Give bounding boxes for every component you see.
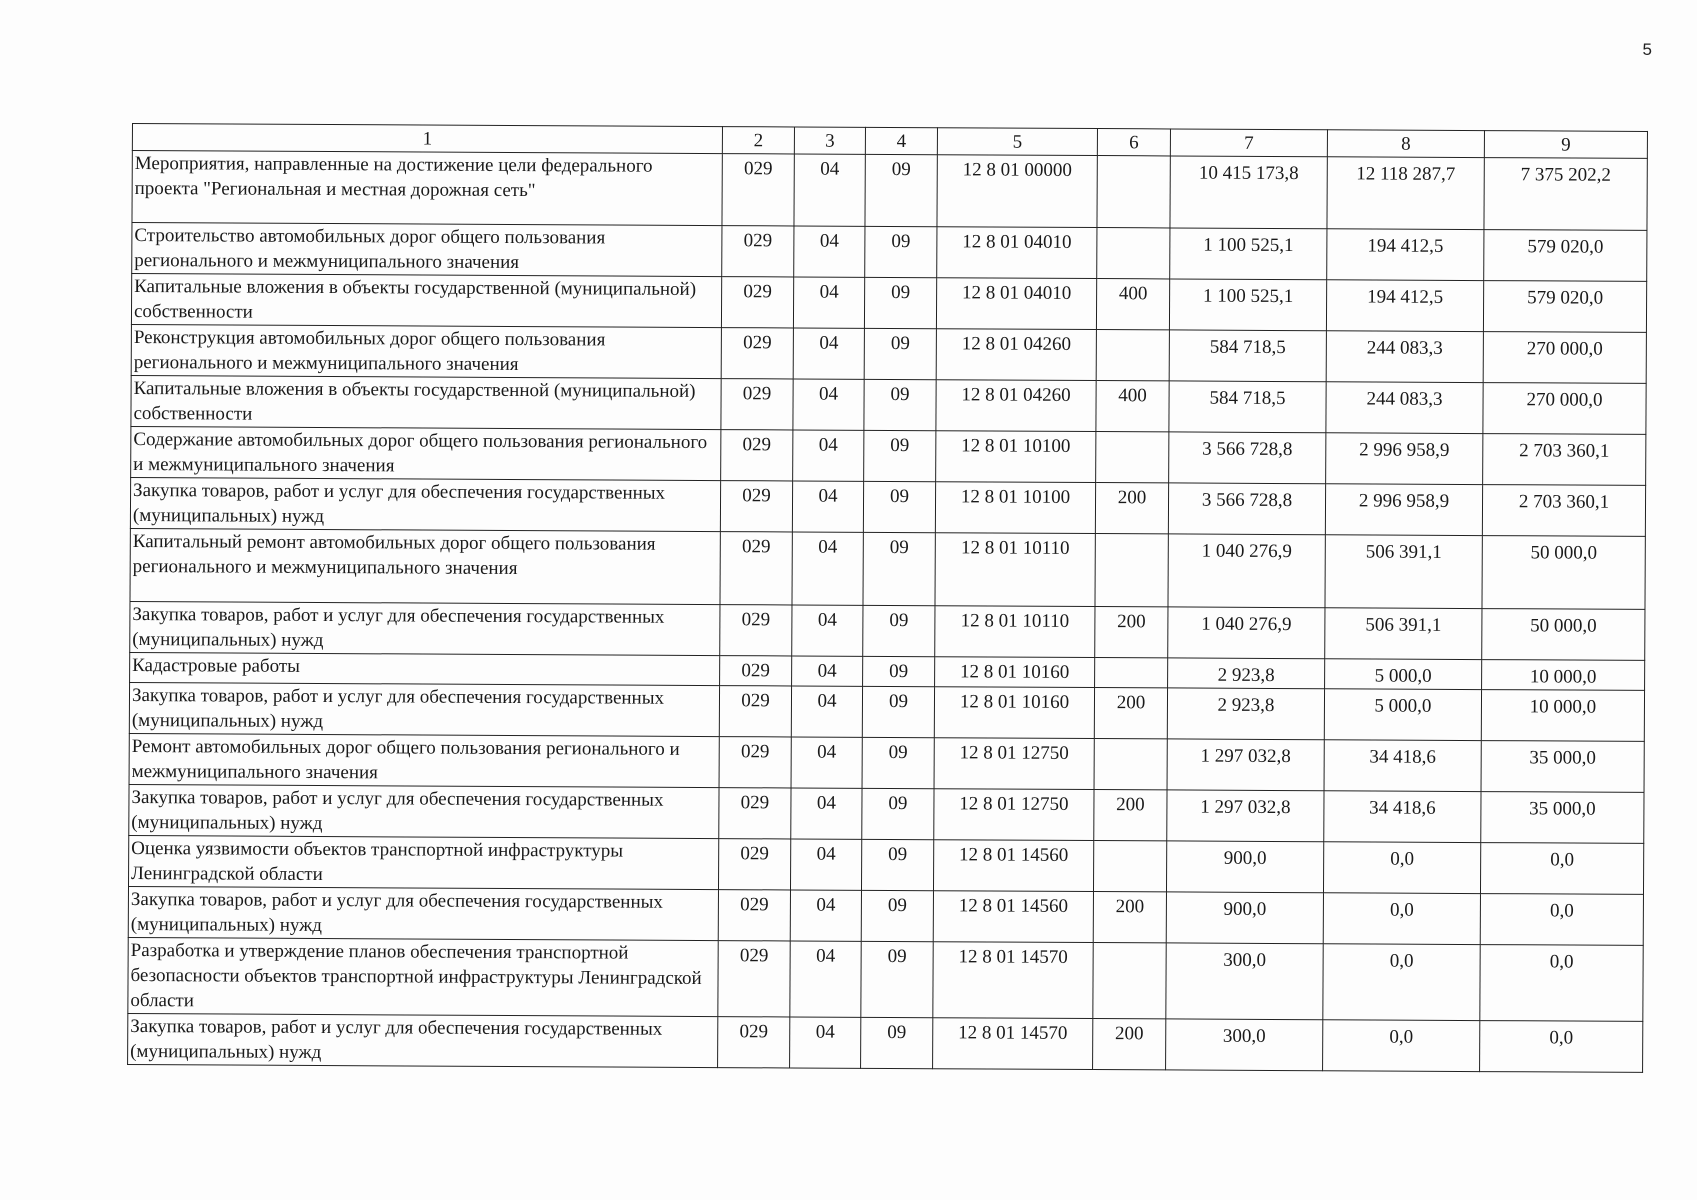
row-name-cell: Закупка товаров, работ и услуг для обеспечения государственных (муниципальных) нужд — [128, 1013, 718, 1067]
row-col2-cell: 029 — [722, 154, 794, 226]
row-col3-cell: 04 — [791, 737, 862, 788]
row-amount-col9-cell: 35 000,0 — [1481, 792, 1644, 844]
row-amount-col8-cell: 2 996 958,9 — [1325, 484, 1482, 536]
row-code-cell: 12 8 01 00000 — [937, 155, 1097, 228]
row-amount-col9-cell: 579 020,0 — [1484, 230, 1647, 282]
row-amount-col7-cell: 2 923,8 — [1168, 658, 1325, 689]
page-number: 5 — [1642, 40, 1652, 59]
row-amount-col9-cell: 270 000,0 — [1483, 383, 1646, 435]
row-code-cell: 12 8 01 04010 — [936, 278, 1096, 330]
row-col3-cell: 04 — [790, 1017, 861, 1068]
row-code-cell: 12 8 01 14560 — [933, 891, 1093, 943]
row-expense-type-cell — [1096, 330, 1169, 381]
row-amount-col8-cell: 34 418,6 — [1324, 791, 1481, 843]
row-amount-col8-cell: 194 412,5 — [1327, 229, 1484, 281]
row-col4-cell: 09 — [863, 605, 935, 656]
row-col2-cell: 029 — [721, 277, 793, 328]
row-name-cell: Кадастровые работы — [130, 652, 720, 685]
row-expense-type-cell: 200 — [1093, 1019, 1166, 1070]
row-col3-cell: 04 — [792, 532, 863, 605]
row-amount-col7-cell: 1 100 525,1 — [1169, 279, 1326, 331]
table-row — [130, 601, 1645, 660]
row-expense-type-cell — [1095, 658, 1168, 688]
table-row — [129, 682, 1644, 741]
row-col4-cell: 09 — [863, 481, 935, 532]
row-expense-type-cell — [1097, 156, 1170, 228]
row-col4-cell: 09 — [861, 941, 933, 1017]
table-row — [131, 375, 1646, 434]
row-amount-col8-cell: 34 418,6 — [1324, 740, 1481, 792]
row-col2-cell: 029 — [719, 788, 791, 839]
row-amount-col8-cell: 506 391,1 — [1325, 535, 1482, 609]
row-amount-col8-cell: 5 000,0 — [1325, 659, 1482, 690]
row-amount-col8-cell: 0,0 — [1323, 1020, 1480, 1072]
row-amount-col8-cell: 12 118 287,7 — [1327, 157, 1484, 230]
row-amount-col7-cell: 1 040 276,9 — [1168, 534, 1325, 608]
row-code-cell: 12 8 01 10100 — [935, 482, 1095, 534]
row-code-cell: 12 8 01 04010 — [937, 227, 1097, 279]
row-col2-cell: 029 — [720, 656, 792, 686]
row-amount-col9-cell: 0,0 — [1480, 894, 1643, 946]
row-name-cell: Строительство автомобильных дорог общего пользования регионального и межмуниципального значения — [132, 223, 722, 277]
row-code-cell: 12 8 01 04260 — [936, 380, 1096, 432]
row-col4-cell: 09 — [864, 328, 936, 379]
row-amount-col7-cell: 900,0 — [1166, 892, 1323, 944]
row-name-cell: Содержание автомобильных дорог общего пользования регионального и межмуниципального значения — [131, 426, 721, 480]
row-col2-cell: 029 — [721, 328, 793, 379]
row-name-cell: Реконструкция автомобильных дорог общего пользования регионального и межмуниципального значения — [131, 324, 721, 378]
row-col2-cell: 029 — [721, 379, 793, 430]
row-amount-col7-cell: 1 297 032,8 — [1167, 739, 1324, 791]
row-col4-cell: 09 — [865, 226, 937, 277]
row-code-cell: 12 8 01 10110 — [935, 533, 1095, 607]
row-col3-cell: 04 — [794, 154, 865, 226]
row-amount-col9-cell: 0,0 — [1480, 1021, 1643, 1073]
row-col2-cell: 029 — [722, 226, 794, 277]
row-amount-col7-cell: 1 040 276,9 — [1168, 607, 1325, 659]
row-expense-type-cell — [1093, 943, 1166, 1019]
row-col4-cell: 09 — [864, 277, 936, 328]
row-col4-cell: 09 — [863, 532, 935, 605]
row-col3-cell: 04 — [793, 430, 864, 481]
row-col3-cell: 04 — [790, 941, 861, 1017]
row-name-cell: Ремонт автомобильных дорог общего пользования регионального и межмуниципального значения — [129, 733, 719, 787]
row-col3-cell: 04 — [790, 890, 861, 941]
row-name-cell: Закупка товаров, работ и услуг для обеспечения государственных (муниципальных) нужд — [129, 784, 719, 838]
row-col4-cell: 09 — [862, 737, 934, 788]
table-row — [132, 223, 1647, 282]
row-expense-type-cell — [1095, 534, 1168, 607]
row-amount-col9-cell: 35 000,0 — [1481, 741, 1644, 793]
row-amount-col9-cell: 270 000,0 — [1483, 332, 1646, 384]
row-amount-col8-cell: 506 391,1 — [1325, 608, 1482, 660]
row-code-cell: 12 8 01 14560 — [933, 840, 1093, 892]
row-col2-cell: 029 — [718, 839, 790, 890]
row-amount-col9-cell: 0,0 — [1480, 843, 1643, 895]
column-header-7: 7 — [1170, 129, 1327, 157]
row-code-cell: 12 8 01 10110 — [935, 606, 1095, 658]
row-col4-cell: 09 — [861, 839, 933, 890]
row-amount-col7-cell: 10 415 173,8 — [1170, 156, 1327, 229]
row-col4-cell: 09 — [865, 154, 937, 226]
table-row — [129, 733, 1644, 792]
row-col2-cell: 029 — [719, 737, 791, 788]
row-amount-col8-cell: 0,0 — [1323, 944, 1480, 1021]
column-header-1: 1 — [132, 124, 722, 154]
row-amount-col7-cell: 584 718,5 — [1169, 381, 1326, 433]
row-col2-cell: 029 — [718, 890, 790, 941]
row-expense-type-cell — [1096, 432, 1169, 483]
row-amount-col8-cell: 244 083,3 — [1326, 382, 1483, 434]
row-expense-type-cell: 200 — [1095, 607, 1168, 658]
row-col3-cell: 04 — [793, 277, 864, 328]
column-header-6: 6 — [1097, 129, 1170, 156]
row-col3-cell: 04 — [790, 839, 861, 890]
row-expense-type-cell: 400 — [1096, 381, 1169, 432]
table-row — [131, 426, 1646, 485]
row-col3-cell: 04 — [792, 656, 863, 686]
table-row — [129, 784, 1644, 843]
row-col4-cell: 09 — [862, 686, 934, 737]
column-header-8: 8 — [1327, 130, 1484, 158]
row-col2-cell: 029 — [720, 481, 792, 532]
row-name-cell: Закупка товаров, работ и услуг для обеспечения государственных (муниципальных) нужд — [129, 682, 719, 736]
row-amount-col7-cell: 300,0 — [1166, 1019, 1323, 1071]
row-amount-col8-cell: 244 083,3 — [1326, 331, 1483, 383]
row-expense-type-cell: 400 — [1096, 279, 1169, 330]
row-expense-type-cell: 200 — [1093, 892, 1166, 943]
table-row — [131, 274, 1646, 333]
row-amount-col9-cell: 579 020,0 — [1483, 281, 1646, 333]
row-expense-type-cell — [1094, 739, 1167, 790]
row-col3-cell: 04 — [793, 328, 864, 379]
row-amount-col8-cell: 2 996 958,9 — [1326, 433, 1483, 485]
row-expense-type-cell — [1093, 841, 1166, 892]
row-amount-col7-cell: 2 923,8 — [1167, 688, 1324, 740]
row-col3-cell: 04 — [791, 788, 862, 839]
row-col2-cell: 029 — [720, 532, 792, 605]
row-amount-col7-cell: 300,0 — [1166, 943, 1323, 1020]
row-col2-cell: 029 — [720, 605, 792, 656]
row-code-cell: 12 8 01 10100 — [936, 431, 1096, 483]
column-header-4: 4 — [865, 127, 937, 154]
row-col2-cell: 029 — [718, 1017, 790, 1068]
row-amount-col8-cell: 5 000,0 — [1324, 689, 1481, 741]
row-amount-col7-cell: 1 297 032,8 — [1167, 790, 1324, 842]
row-amount-col9-cell: 2 703 360,1 — [1483, 434, 1646, 486]
row-col2-cell: 029 — [721, 430, 793, 481]
row-amount-col9-cell: 10 000,0 — [1482, 660, 1645, 691]
row-code-cell: 12 8 01 10160 — [935, 657, 1095, 688]
row-expense-type-cell: 200 — [1094, 688, 1167, 739]
row-col4-cell: 09 — [861, 890, 933, 941]
row-amount-col9-cell: 50 000,0 — [1482, 609, 1645, 661]
row-name-cell: Закупка товаров, работ и услуг для обеспечения государственных (муниципальных) нужд — [128, 886, 718, 940]
column-header-3: 3 — [794, 127, 865, 154]
row-col3-cell: 04 — [794, 226, 865, 277]
table-row — [130, 528, 1645, 609]
row-name-cell: Оценка уязвимости объектов транспортной инфраструктуры Ленинградской области — [129, 835, 719, 889]
row-col4-cell: 09 — [861, 1017, 933, 1068]
row-code-cell: 12 8 01 12750 — [934, 789, 1094, 841]
row-code-cell: 12 8 01 04260 — [936, 329, 1096, 381]
row-amount-col9-cell: 50 000,0 — [1482, 536, 1645, 610]
row-amount-col7-cell: 3 566 728,8 — [1168, 483, 1325, 535]
row-col2-cell: 029 — [718, 941, 790, 1017]
row-amount-col7-cell: 1 100 525,1 — [1170, 228, 1327, 280]
row-col3-cell: 04 — [792, 481, 863, 532]
row-name-cell: Капитальные вложения в объекты государственной (муниципальной) собственности — [131, 375, 721, 429]
row-name-cell: Закупка товаров, работ и услуг для обеспечения государственных (муниципальных) нужд — [130, 477, 720, 531]
row-amount-col7-cell: 900,0 — [1166, 841, 1323, 893]
table-row — [131, 324, 1646, 383]
table-row — [128, 1013, 1643, 1072]
row-amount-col7-cell: 3 566 728,8 — [1169, 432, 1326, 484]
row-col4-cell: 09 — [863, 656, 935, 686]
row-name-cell: Мероприятия, направленные на достижение цели федерального проекта "Региональная и местная дорожная сеть" — [132, 151, 722, 226]
row-col4-cell: 09 — [864, 430, 936, 481]
row-col3-cell: 04 — [791, 686, 862, 737]
table-row — [130, 477, 1645, 536]
row-amount-col8-cell: 194 412,5 — [1326, 280, 1483, 332]
table-body — [128, 151, 1648, 1073]
column-header-5: 5 — [937, 128, 1097, 156]
table-row — [129, 835, 1644, 894]
column-header-2: 2 — [722, 127, 794, 154]
row-col4-cell: 09 — [862, 788, 934, 839]
table-row — [128, 937, 1643, 1021]
row-col4-cell: 09 — [864, 379, 936, 430]
budget-table — [127, 123, 1648, 1073]
row-amount-col9-cell: 10 000,0 — [1481, 690, 1644, 742]
row-amount-col8-cell: 0,0 — [1323, 893, 1480, 945]
row-col3-cell: 04 — [793, 379, 864, 430]
row-expense-type-cell: 200 — [1094, 790, 1167, 841]
row-name-cell: Разработка и утверждение планов обеспечения транспортной безопасности объектов транспортной инфраструктуры Ленинградской области — [128, 937, 718, 1016]
row-name-cell: Закупка товаров, работ и услуг для обеспечения государственных (муниципальных) нужд — [130, 601, 720, 655]
table-row — [128, 886, 1643, 945]
row-code-cell: 12 8 01 14570 — [933, 942, 1093, 1019]
table-row — [132, 151, 1647, 231]
row-name-cell: Капитальные вложения в объекты государственной (муниципальной) собственности — [131, 274, 721, 328]
row-amount-col9-cell: 0,0 — [1480, 945, 1643, 1022]
row-amount-col7-cell: 584 718,5 — [1169, 330, 1326, 382]
row-col2-cell: 029 — [719, 686, 791, 737]
row-amount-col8-cell: 0,0 — [1323, 842, 1480, 894]
row-col3-cell: 04 — [792, 605, 863, 656]
row-name-cell: Капитальный ремонт автомобильных дорог общего пользования регионального и межмуниципального значения — [130, 528, 720, 604]
row-code-cell: 12 8 01 10160 — [934, 687, 1094, 739]
row-code-cell: 12 8 01 14570 — [933, 1018, 1093, 1070]
row-expense-type-cell: 200 — [1095, 483, 1168, 534]
row-amount-col9-cell: 7 375 202,2 — [1484, 158, 1647, 231]
column-header-9: 9 — [1484, 131, 1647, 159]
row-code-cell: 12 8 01 12750 — [934, 738, 1094, 790]
row-expense-type-cell — [1097, 228, 1170, 279]
row-amount-col9-cell: 2 703 360,1 — [1482, 485, 1645, 537]
